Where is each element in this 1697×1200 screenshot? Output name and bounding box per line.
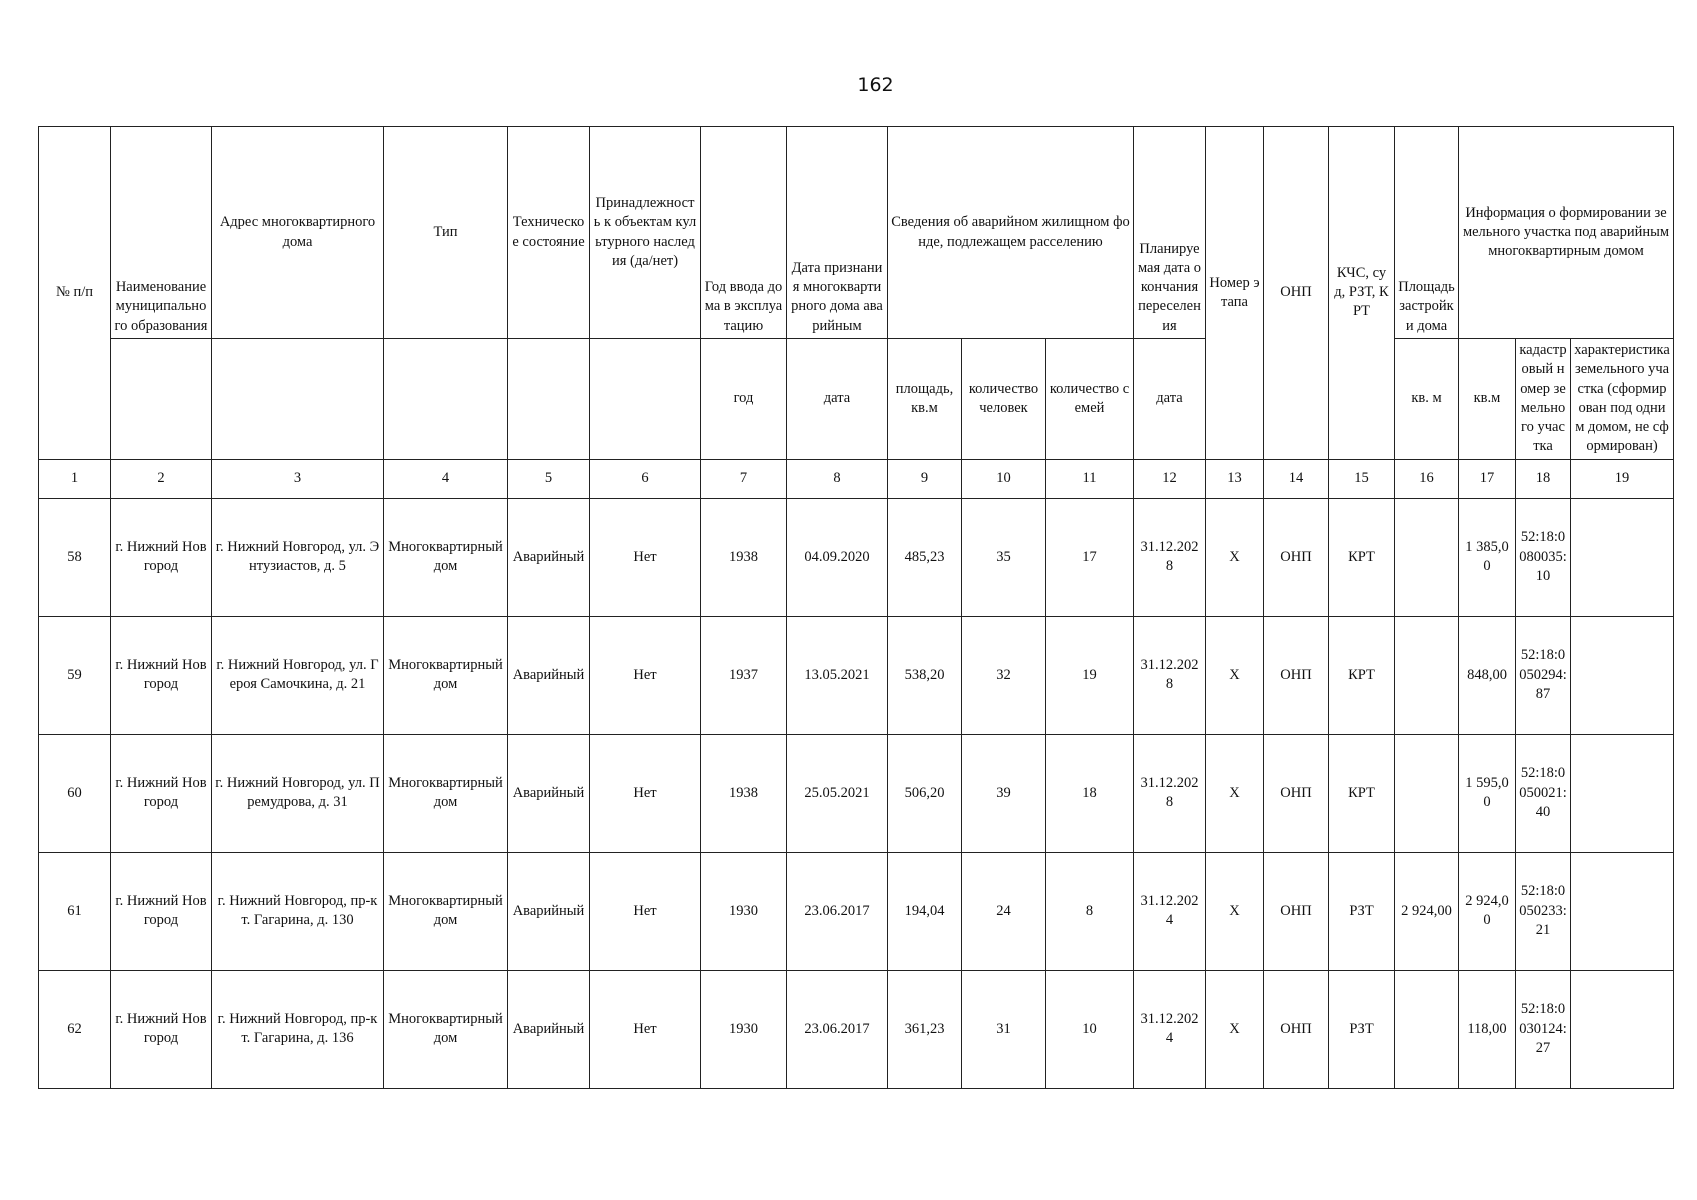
header-address: Адрес многоквартирного дома <box>212 127 384 339</box>
table-row <box>39 734 1674 852</box>
table-row <box>39 616 1674 734</box>
cell-date: 04.09.2020 <box>787 498 888 616</box>
column-number: 17 <box>1459 459 1516 498</box>
cell-onp: ОНП <box>1264 970 1329 1088</box>
header-cadastral: кадастровый номер земельного участка <box>1516 339 1571 460</box>
column-number: 9 <box>888 459 962 498</box>
cell-built <box>1395 970 1459 1088</box>
cell-people: 39 <box>962 734 1046 852</box>
cell-planned: 31.12.2024 <box>1134 852 1206 970</box>
cell-addr: г. Нижний Новгород, ул. Премудрова, д. 31 <box>212 734 384 852</box>
cell-stage: Х <box>1206 734 1264 852</box>
cell-year: 1930 <box>701 970 787 1088</box>
cell-addr: г. Нижний Новгород, пр-кт. Гагарина, д. 130 <box>212 852 384 970</box>
cell-planned: 31.12.2028 <box>1134 498 1206 616</box>
column-number: 2 <box>111 459 212 498</box>
cell-date: 25.05.2021 <box>787 734 888 852</box>
cell-heritage: Нет <box>590 852 701 970</box>
cell-addr: г. Нижний Новгород, ул. Героя Самочкина, д. 21 <box>212 616 384 734</box>
header-tech-state: Техническое состояние <box>508 127 590 339</box>
header-kchs: КЧС, суд, РЗТ, КРТ <box>1329 127 1395 460</box>
cell-families: 18 <box>1046 734 1134 852</box>
header-num: № п/п <box>39 127 111 460</box>
header-recog-date: Дата признания многоквартирного дома аварийным <box>787 127 888 339</box>
header-sub-people: количество человек <box>962 339 1046 460</box>
cell-stage: Х <box>1206 970 1264 1088</box>
column-number: 7 <box>701 459 787 498</box>
header-heritage: Принадлежность к объектам культурного наследия (да/нет) <box>590 127 701 339</box>
header-municipality: Наименование муниципального образования <box>111 127 212 339</box>
header-planned-date: Планируемая дата окончания переселения <box>1134 127 1206 339</box>
cell-area: 538,20 <box>888 616 962 734</box>
cell-families: 8 <box>1046 852 1134 970</box>
table-row <box>39 852 1674 970</box>
column-number-row <box>39 459 1674 498</box>
cell-cad: 52:18:0030124:27 <box>1516 970 1571 1088</box>
cell-year: 1930 <box>701 852 787 970</box>
header-type: Тип <box>384 127 508 339</box>
column-number: 18 <box>1516 459 1571 498</box>
cell-cad: 52:18:0050233:21 <box>1516 852 1571 970</box>
cell-type: Многоквартирный дом <box>384 852 508 970</box>
cell-onp: ОНП <box>1264 498 1329 616</box>
cell-stage: Х <box>1206 498 1264 616</box>
header-built-area: Площадь застройки дома <box>1395 127 1459 339</box>
cell-state: Аварийный <box>508 616 590 734</box>
column-number: 1 <box>39 459 111 498</box>
cell-addr: г. Нижний Новгород, ул. Энтузиастов, д. 5 <box>212 498 384 616</box>
cell-state: Аварийный <box>508 852 590 970</box>
cell-num: 62 <box>39 970 111 1088</box>
header-row-1 <box>39 127 1674 339</box>
cell-people: 35 <box>962 498 1046 616</box>
header-unit-17: кв.м <box>1459 339 1516 460</box>
cell-area: 506,20 <box>888 734 962 852</box>
cell-year: 1938 <box>701 734 787 852</box>
header-stage: Номер этапа <box>1206 127 1264 460</box>
cell-planned: 31.12.2028 <box>1134 616 1206 734</box>
cell-heritage: Нет <box>590 734 701 852</box>
column-number: 12 <box>1134 459 1206 498</box>
cell-mun: г. Нижний Новгород <box>111 616 212 734</box>
cell-heritage: Нет <box>590 970 701 1088</box>
cell-land: 2 924,00 <box>1459 852 1516 970</box>
header-sub-planned: дата <box>1134 339 1206 460</box>
cell-char <box>1571 852 1674 970</box>
header-emergency-info: Сведения об аварийном жилищном фонде, подлежащем расселению <box>888 127 1134 339</box>
column-number: 11 <box>1046 459 1134 498</box>
cell-built <box>1395 498 1459 616</box>
cell-kchs: КРТ <box>1329 616 1395 734</box>
page-number: 162 <box>857 74 894 96</box>
cell-planned: 31.12.2024 <box>1134 970 1206 1088</box>
cell-mun: г. Нижний Новгород <box>111 970 212 1088</box>
cell-people: 31 <box>962 970 1046 1088</box>
cell-addr: г. Нижний Новгород, пр-кт. Гагарина, д. 136 <box>212 970 384 1088</box>
cell-people: 32 <box>962 616 1046 734</box>
cell-onp: ОНП <box>1264 734 1329 852</box>
cell-kchs: РЗТ <box>1329 852 1395 970</box>
cell-built <box>1395 734 1459 852</box>
cell-families: 17 <box>1046 498 1134 616</box>
cell-area: 485,23 <box>888 498 962 616</box>
cell-date: 23.06.2017 <box>787 852 888 970</box>
cell-char <box>1571 734 1674 852</box>
cell-land: 1 595,00 <box>1459 734 1516 852</box>
cell-heritage: Нет <box>590 498 701 616</box>
cell-cad: 52:18:0050021:40 <box>1516 734 1571 852</box>
cell-year: 1937 <box>701 616 787 734</box>
cell-kchs: КРТ <box>1329 498 1395 616</box>
header-sub-families: количество семей <box>1046 339 1134 460</box>
column-number: 10 <box>962 459 1046 498</box>
header-sub-year: год <box>701 339 787 460</box>
column-number: 13 <box>1206 459 1264 498</box>
column-number: 3 <box>212 459 384 498</box>
column-number: 4 <box>384 459 508 498</box>
cell-kchs: РЗТ <box>1329 970 1395 1088</box>
cell-num: 59 <box>39 616 111 734</box>
cell-state: Аварийный <box>508 498 590 616</box>
cell-type: Многоквартирный дом <box>384 970 508 1088</box>
cell-kchs: КРТ <box>1329 734 1395 852</box>
cell-date: 23.06.2017 <box>787 970 888 1088</box>
column-number: 19 <box>1571 459 1674 498</box>
cell-cad: 52:18:0080035:10 <box>1516 498 1571 616</box>
header-land-char: характеристика земельного участка (сформирован под одним домом, не сформирован) <box>1571 339 1674 460</box>
cell-char <box>1571 616 1674 734</box>
cell-area: 361,23 <box>888 970 962 1088</box>
header-onp: ОНП <box>1264 127 1329 460</box>
cell-char <box>1571 970 1674 1088</box>
column-number: 15 <box>1329 459 1395 498</box>
cell-state: Аварийный <box>508 970 590 1088</box>
cell-land: 118,00 <box>1459 970 1516 1088</box>
cell-onp: ОНП <box>1264 616 1329 734</box>
cell-planned: 31.12.2028 <box>1134 734 1206 852</box>
table-row <box>39 970 1674 1088</box>
column-number: 5 <box>508 459 590 498</box>
header-year-in: Год ввода дома в эксплуатацию <box>701 127 787 339</box>
table-row <box>39 498 1674 616</box>
cell-date: 13.05.2021 <box>787 616 888 734</box>
header-unit-16: кв. м <box>1395 339 1459 460</box>
cell-char <box>1571 498 1674 616</box>
cell-families: 19 <box>1046 616 1134 734</box>
cell-year: 1938 <box>701 498 787 616</box>
cell-land: 848,00 <box>1459 616 1516 734</box>
column-number: 8 <box>787 459 888 498</box>
cell-type: Многоквартирный дом <box>384 498 508 616</box>
cell-type: Многоквартирный дом <box>384 734 508 852</box>
cell-built <box>1395 616 1459 734</box>
cell-num: 60 <box>39 734 111 852</box>
cell-people: 24 <box>962 852 1046 970</box>
cell-num: 61 <box>39 852 111 970</box>
header-sub-date: дата <box>787 339 888 460</box>
cell-heritage: Нет <box>590 616 701 734</box>
cell-area: 194,04 <box>888 852 962 970</box>
cell-land: 1 385,00 <box>1459 498 1516 616</box>
cell-stage: Х <box>1206 852 1264 970</box>
cell-stage: Х <box>1206 616 1264 734</box>
header-sub-area: площадь, кв.м <box>888 339 962 460</box>
cell-state: Аварийный <box>508 734 590 852</box>
cell-cad: 52:18:0050294:87 <box>1516 616 1571 734</box>
header-land-info: Информация о формировании земельного участка под аварийным многоквартирным домом <box>1459 127 1674 339</box>
cell-built: 2 924,00 <box>1395 852 1459 970</box>
cell-type: Многоквартирный дом <box>384 616 508 734</box>
cell-onp: ОНП <box>1264 852 1329 970</box>
cell-mun: г. Нижний Новгород <box>111 498 212 616</box>
cell-num: 58 <box>39 498 111 616</box>
cell-mun: г. Нижний Новгород <box>111 852 212 970</box>
emergency-housing-table <box>38 126 1674 1089</box>
cell-mun: г. Нижний Новгород <box>111 734 212 852</box>
cell-families: 10 <box>1046 970 1134 1088</box>
column-number: 6 <box>590 459 701 498</box>
column-number: 14 <box>1264 459 1329 498</box>
header-row-2 <box>39 339 1674 460</box>
column-number: 16 <box>1395 459 1459 498</box>
